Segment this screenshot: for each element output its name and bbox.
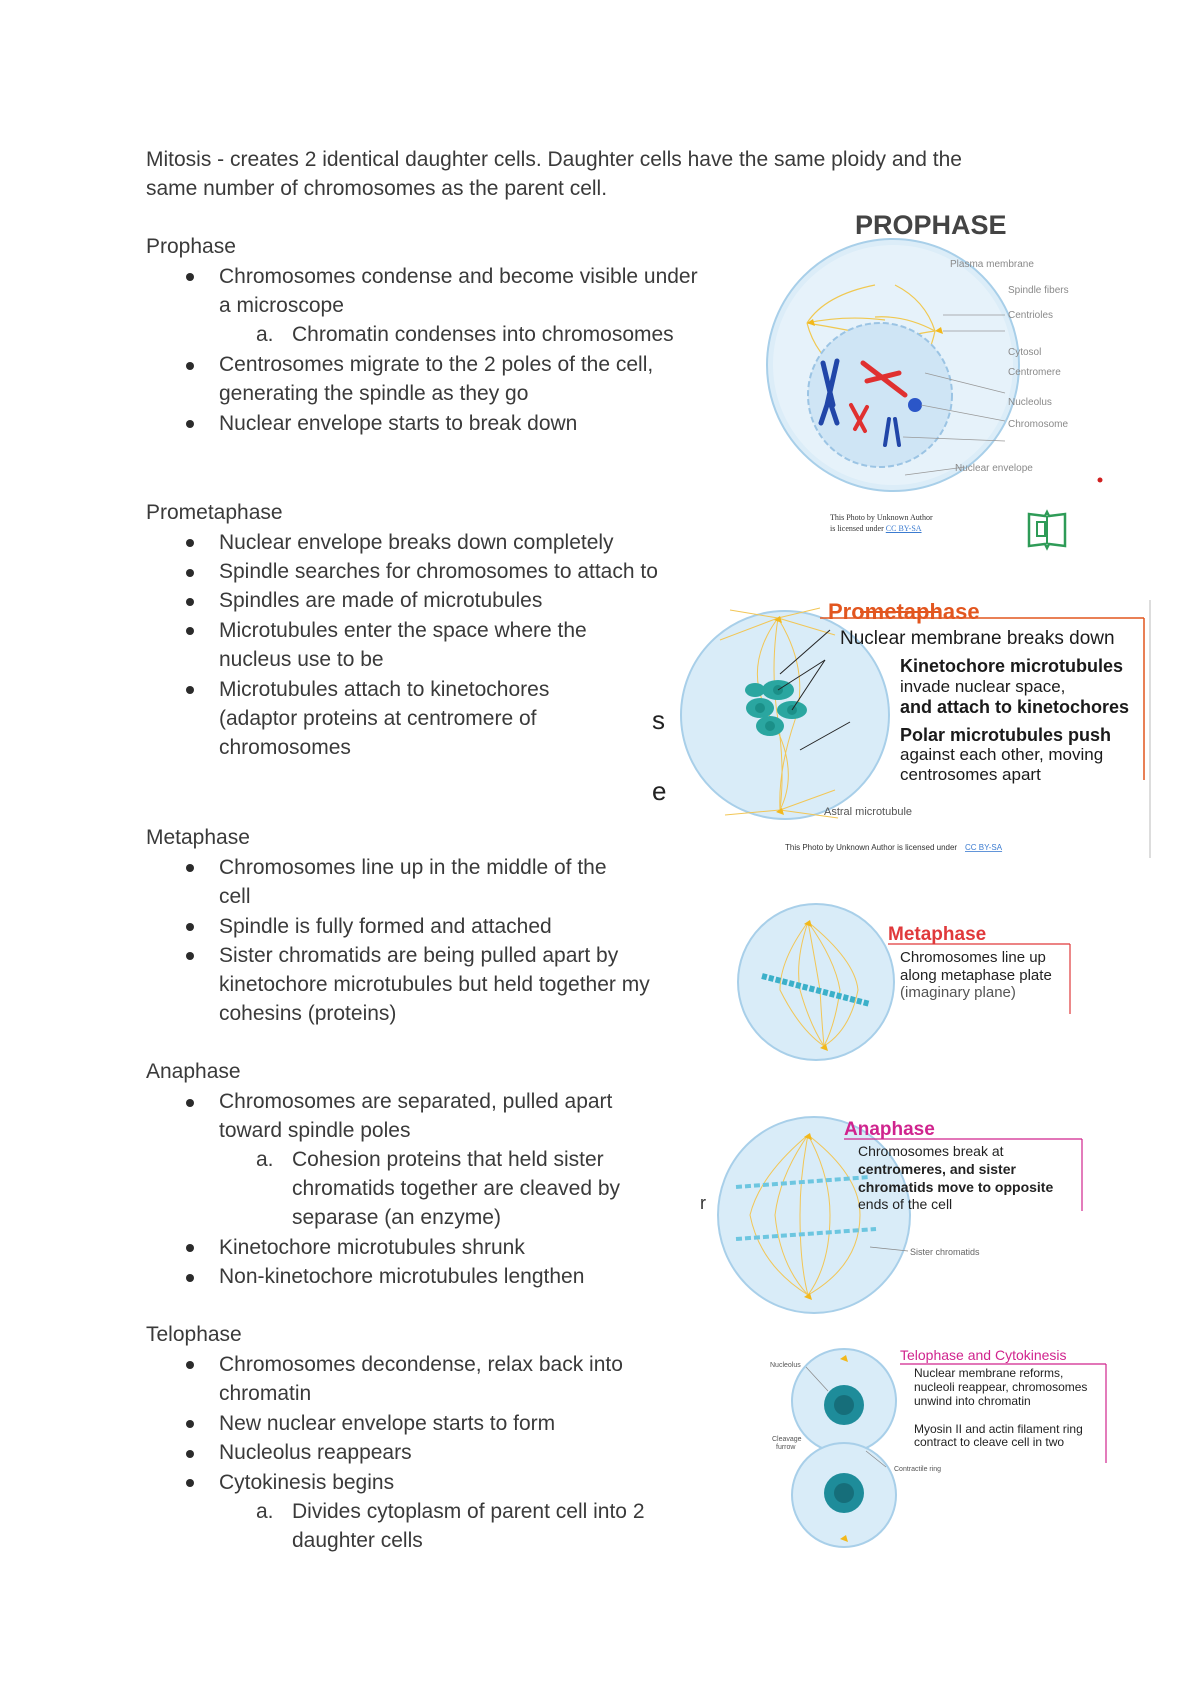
metaphase-label-2: along metaphase plate <box>900 967 1052 984</box>
metaphase-b3-line1: Sister chromatids are being pulled apart by <box>219 944 619 967</box>
anaphase-b2: Kinetochore microtubules shrunk <box>219 1236 525 1259</box>
anaphase-heading: Anaphase <box>146 1060 241 1083</box>
metaphase-heading: Metaphase <box>146 826 250 849</box>
bullet <box>186 420 194 428</box>
sub-marker: a. <box>256 323 274 346</box>
telophase-heading: Telophase <box>146 1323 242 1346</box>
prophase-b1-line1: Chromosomes condense and become visible under <box>219 265 698 288</box>
cut-off-text: e <box>652 776 667 806</box>
intro-line-1: Mitosis - creates 2 identical daughter cells. Daughter cells have the same ploidy and the <box>146 148 962 171</box>
prometaphase-b3: Spindles are made of microtubules <box>219 589 543 612</box>
anaphase-sub-line1: Cohesion proteins that held sister <box>292 1148 604 1171</box>
prometaphase-b5-line3: chromosomes <box>219 736 351 759</box>
metaphase-b3-line3: cohesins (proteins) <box>219 1002 397 1025</box>
metaphase-b1-line1: Chromosomes line up in the middle of the <box>219 856 607 879</box>
prophase-b3: Nuclear envelope starts to break down <box>219 412 578 435</box>
label-furrow: furrow <box>776 1444 796 1451</box>
anaphase-label-4: ends of the cell <box>858 1196 953 1212</box>
prometaphase-b5-line1: Microtubules attach to kinetochores <box>219 678 550 701</box>
telophase-b4: Cytokinesis begins <box>219 1471 395 1494</box>
bullet <box>186 864 194 872</box>
bullet <box>186 362 194 370</box>
anaphase-figure-title: Anaphase <box>844 1119 935 1140</box>
prophase-b1-line2: a microscope <box>219 294 344 317</box>
prophase-figure-title: PROPHASE <box>855 210 1007 240</box>
label-cytosol: Cytosol <box>1008 347 1042 358</box>
anaphase-sub-line3: separase (an enzyme) <box>292 1206 501 1229</box>
bullet <box>186 1479 194 1487</box>
label-contractile-ring: Contractile ring <box>894 1466 942 1473</box>
bullet <box>186 539 194 547</box>
prometaphase-b2: Spindle searches for chromosomes to attach to <box>219 560 658 583</box>
metaphase-label-1: Chromosomes line up <box>900 949 1046 966</box>
label-nuclear-membrane: Nuclear membrane breaks down <box>840 628 1115 649</box>
label-polar-line2: against each other, moving <box>900 745 1104 764</box>
label-polar-line3: centrosomes apart <box>900 765 1041 784</box>
sub-marker: a. <box>256 1500 274 1523</box>
prometaphase-figure <box>652 599 1150 860</box>
anaphase-b1-line2: toward spindle poles <box>219 1119 411 1142</box>
prometaphase-b4-line2: nucleus use to be <box>219 648 384 671</box>
bullet <box>186 1420 194 1428</box>
telophase-b1-line2: chromatin <box>219 1382 312 1405</box>
label-cleavage: Cleavage <box>772 1436 802 1443</box>
sub-marker: a. <box>256 1148 274 1171</box>
metaphase-b1-line2: cell <box>219 885 251 908</box>
label-kinetochore-line2: invade nuclear space, <box>900 677 1066 696</box>
label-kinetochore-line3: and attach to kinetochores <box>900 697 1130 717</box>
prophase-credit-line1: This Photo by Unknown Author <box>830 513 933 522</box>
intro-line-2: same number of chromosomes as the parent cell. <box>146 177 608 200</box>
prophase-heading: Prophase <box>146 235 236 258</box>
cell-membrane <box>738 904 894 1060</box>
prometaphase-b4-line1: Microtubules enter the space where the <box>219 619 587 642</box>
nucleolus <box>908 398 922 412</box>
anaphase-label-2: centromeres, and sister <box>858 1161 1016 1177</box>
telophase-figure <box>770 1345 1110 1555</box>
metaphase-figure <box>740 900 1090 1070</box>
prometaphase-heading: Prometaphase <box>146 501 283 524</box>
bullet <box>186 1361 194 1369</box>
telophase-label-1: Nuclear membrane reforms, <box>914 1366 1064 1380</box>
telophase-label-3: unwind into chromatin <box>914 1394 1031 1408</box>
label-nuclear-envelope: Nuclear envelope <box>955 463 1033 474</box>
label-astral: Astral microtubule <box>824 806 913 818</box>
anaphase-b1-line1: Chromosomes are separated, pulled apart <box>219 1090 613 1113</box>
telophase-label-2: nucleoli reappear, chromosomes <box>914 1380 1088 1394</box>
prometaphase-b5-line2: (adaptor proteins at centromere of <box>219 707 537 730</box>
book-icon <box>1025 508 1069 552</box>
prophase-credit-line2: is licensed under CC BY-SA <box>830 524 922 533</box>
bullet <box>186 923 194 931</box>
bullet <box>186 1099 194 1107</box>
telophase-sub-line1: Divides cytoplasm of parent cell into 2 <box>292 1500 645 1523</box>
prophase-figure <box>755 205 1115 545</box>
prophase-b2-line1: Centrosomes migrate to the 2 poles of the cell, <box>219 353 654 376</box>
label-nucleolus: Nucleolus <box>1008 397 1052 408</box>
anaphase-b3: Non-kinetochore microtubules lengthen <box>219 1265 585 1288</box>
anaphase-label-5: Sister chromatids <box>910 1247 980 1257</box>
bullet <box>186 1244 194 1252</box>
label-kinetochore-line1: Kinetochore microtubules <box>900 656 1124 676</box>
label-centromere: Centromere <box>1008 367 1061 378</box>
prophase-b2-line2: generating the spindle as they go <box>219 382 529 405</box>
anaphase-label-1: Chromosomes break at <box>858 1143 1004 1159</box>
bullet <box>186 1274 194 1282</box>
bullet <box>186 686 194 694</box>
credit-link[interactable]: CC BY-SA <box>965 843 1003 852</box>
bullet <box>186 952 194 960</box>
metaphase-label-3: (imaginary plane) <box>900 984 1016 1001</box>
telophase-sub-line2: daughter cells <box>292 1529 423 1552</box>
telophase-label-5: contract to cleave cell in two <box>914 1435 1065 1449</box>
red-dot <box>1098 478 1103 483</box>
bullet <box>186 598 194 606</box>
label-spindle-fibers: Spindle fibers <box>1008 285 1069 296</box>
metaphase-b2: Spindle is fully formed and attached <box>219 915 552 938</box>
telophase-b1-line1: Chromosomes decondense, relax back into <box>219 1353 623 1376</box>
prometaphase-figure-title: Prometaphase <box>828 599 980 624</box>
prometaphase-b1: Nuclear envelope breaks down completely <box>219 531 614 554</box>
label-plasma-membrane: Plasma membrane <box>950 259 1034 270</box>
metaphase-b3-line2: kinetochore microtubules but held together my <box>219 973 650 996</box>
anaphase-sub-line2: chromatids together are cleaved by <box>292 1177 621 1200</box>
bullet <box>186 627 194 635</box>
telophase-figure-title: Telophase and Cytokinesis <box>900 1347 1067 1363</box>
telophase-label-4: Myosin II and actin filament ring <box>914 1422 1083 1436</box>
label-chromosome: Chromosome <box>1008 419 1069 430</box>
cut-off-text: s <box>652 705 665 735</box>
anaphase-label-3: chromatids move to opposite <box>858 1179 1054 1195</box>
label-polar-line1: Polar microtubules push <box>900 725 1112 745</box>
bullet <box>186 273 194 281</box>
telophase-b3: Nucleolus reappears <box>219 1441 412 1464</box>
metaphase-figure-title: Metaphase <box>888 924 987 945</box>
bullet <box>186 569 194 577</box>
credit-link[interactable]: CC BY-SA <box>885 524 922 533</box>
label-nucleolus: Nucleolus <box>770 1362 801 1369</box>
cut-off-text: r <box>700 1193 706 1213</box>
telophase-b2: New nuclear envelope starts to form <box>219 1412 556 1435</box>
prophase-b1-sub: Chromatin condenses into chromosomes <box>292 323 674 346</box>
label-centrioles: Centrioles <box>1008 310 1054 321</box>
anaphase-figure <box>700 1115 1090 1315</box>
bullet <box>186 1450 194 1458</box>
prometaphase-credit: This Photo by Unknown Author is licensed under <box>785 843 958 852</box>
